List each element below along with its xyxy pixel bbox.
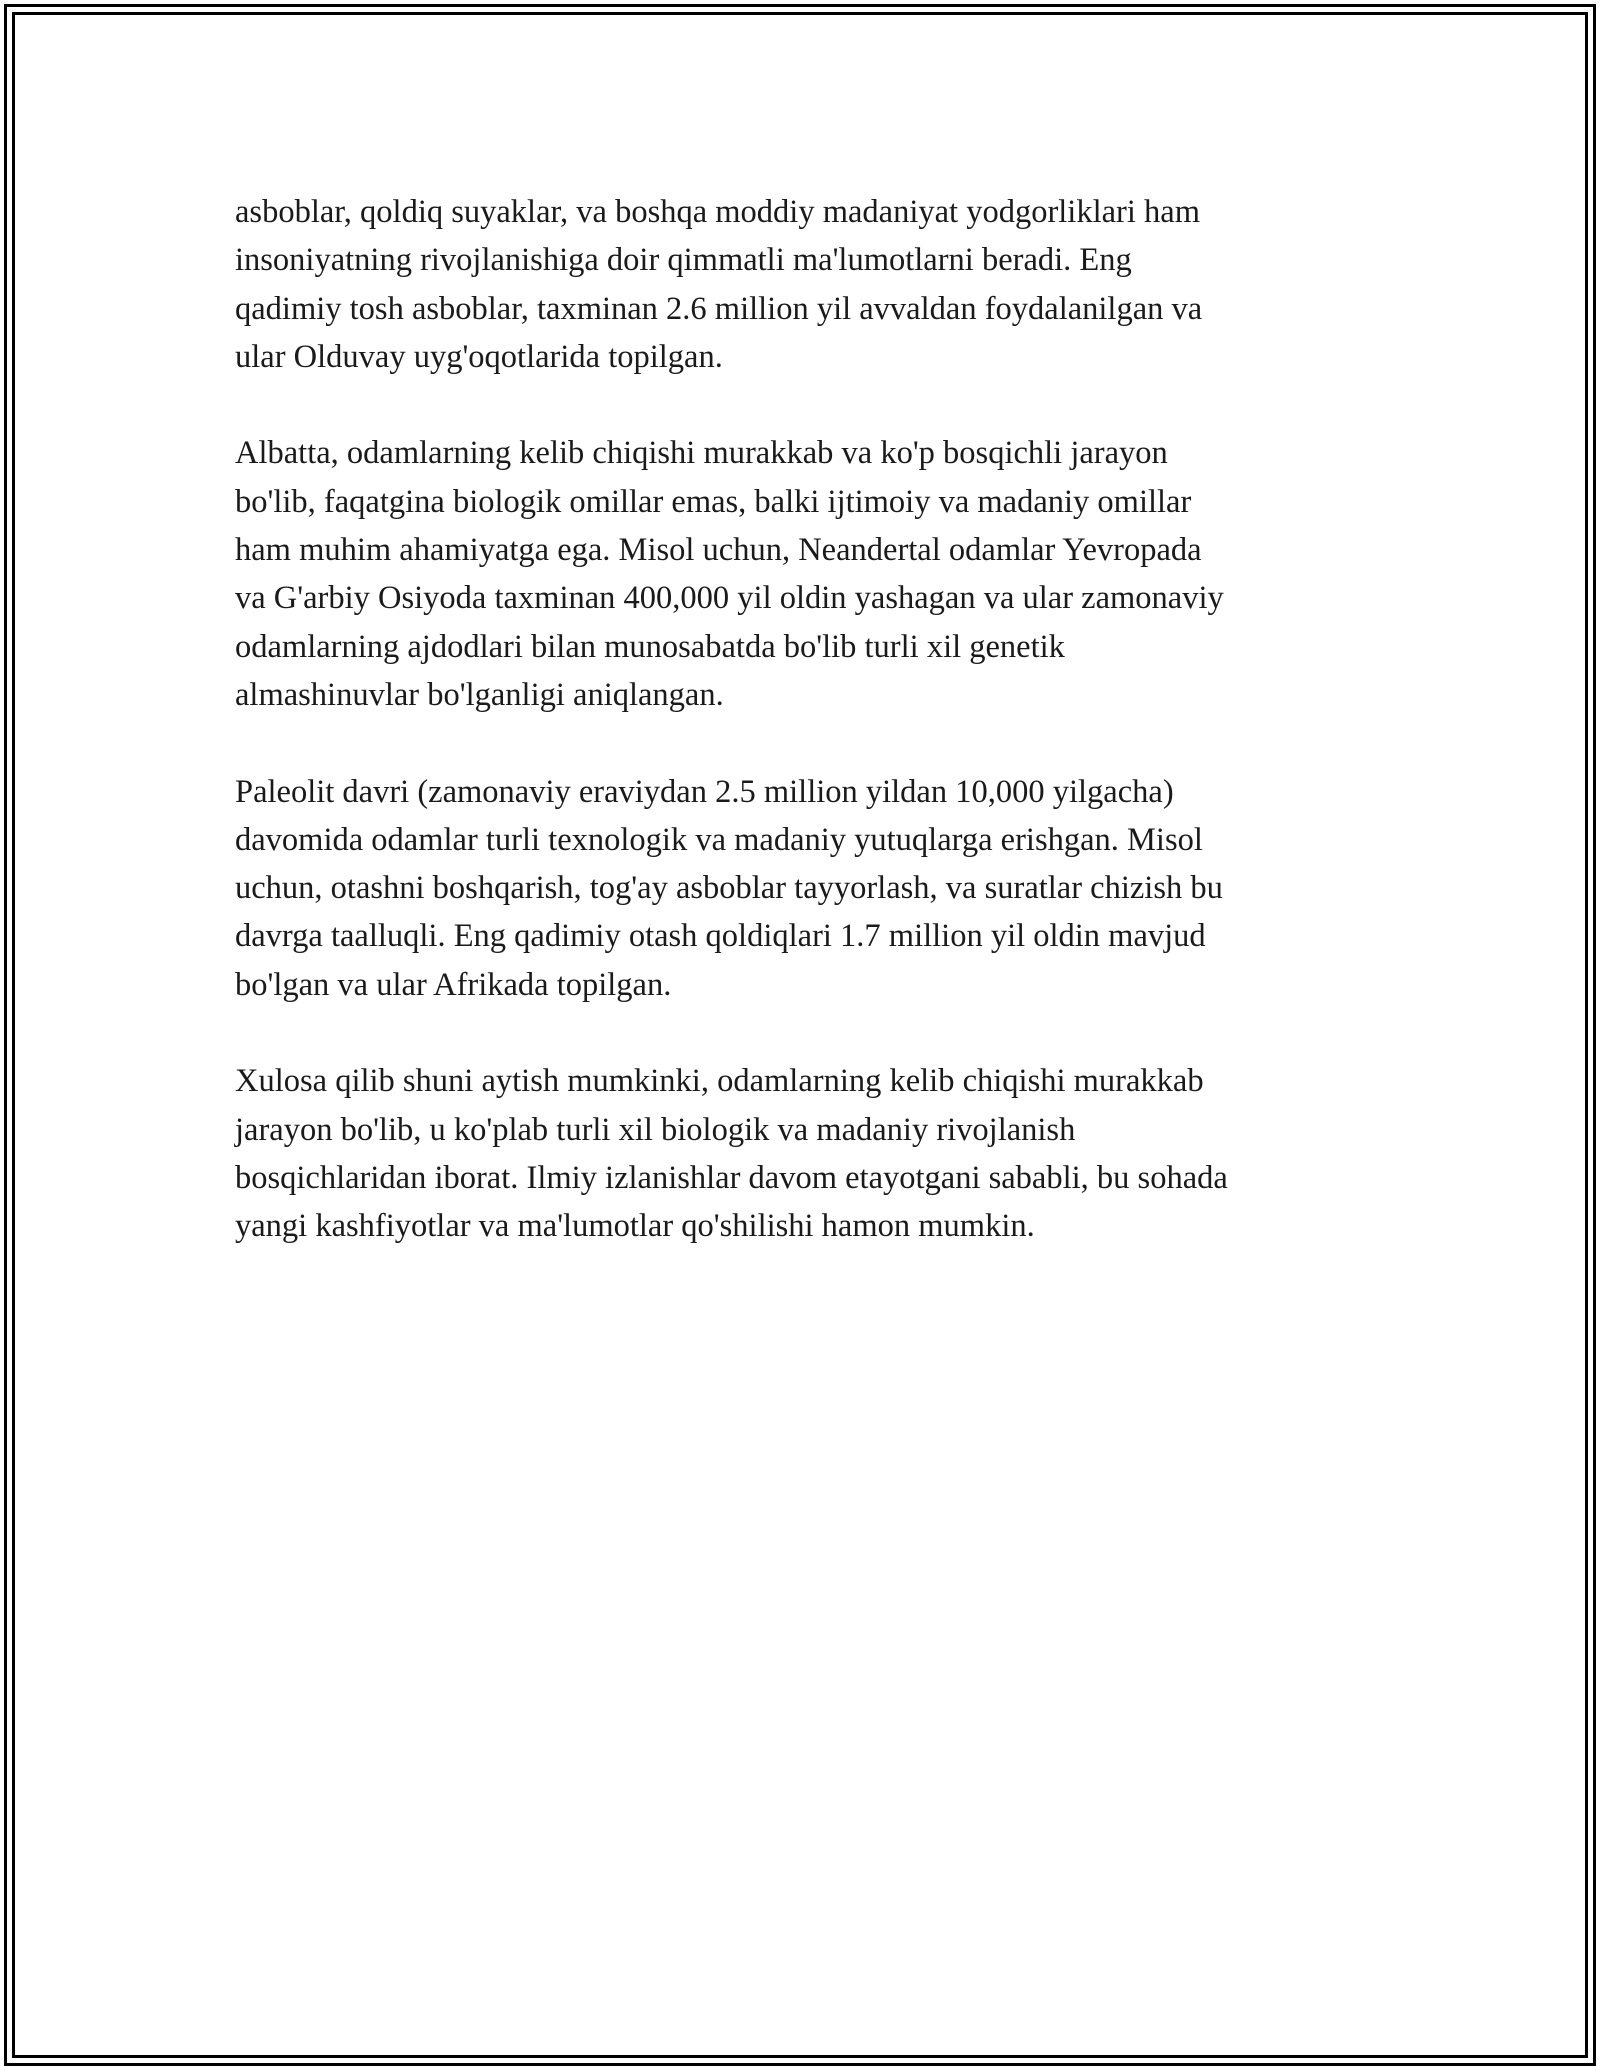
text-line: bosqichlaridan iborat. Ilmiy izlanishlar davom etayotgani sababli, bu sohada: [235, 1159, 1228, 1196]
text-line: ham muhim ahamiyatga ega. Misol uchun, Neandertal odamlar Yevropada: [235, 532, 1202, 569]
text-line: jarayon bo'lib, u ko'plab turli xil biologik va madaniy rivojlanish: [235, 1111, 1076, 1148]
text-line: asboblar, qoldiq suyaklar, va boshqa moddiy madaniyat yodgorliklari ham: [235, 194, 1200, 230]
text-line: almashinuvlar bo'lganligi aniqlangan.: [235, 676, 724, 713]
text-line: bo'lgan va ular Afrikada topilgan.: [235, 966, 672, 1003]
text-line: qadimiy tosh asboblar, taxminan 2.6 million yil avvaldan foydalanilgan va: [235, 290, 1203, 327]
text-line: insoniyatning rivojlanishiga doir qimmatli ma'lumotlarni beradi. Eng: [235, 242, 1132, 279]
paragraph-3: [235, 768, 1375, 1009]
text-line: Albatta, odamlarning kelib chiqishi murakkab va ko'p bosqichli jarayon: [235, 435, 1168, 472]
paragraph-4: [235, 1057, 1375, 1250]
text-line: uchun, otashni boshqarish, tog'ay asboblar tayyorlash, va suratlar chizish bu: [235, 870, 1223, 907]
text-line: odamlarning ajdodlari bilan munosabatda bo'lib turli xil genetik: [235, 628, 1065, 665]
text-line: bo'lib, faqatgina biologik omillar emas, balki ijtimoiy va madaniy omillar: [235, 483, 1192, 520]
text-line: Xulosa qilib shuni aytish mumkinki, odamlarning kelib chiqishi murakkab: [235, 1063, 1204, 1100]
text-line: davrga taalluqli. Eng qadimiy otash qoldiqlari 1.7 million yil oldin mavjud: [235, 918, 1206, 955]
text-line: va G'arbiy Osiyoda taxminan 400,000 yil oldin yashagan va ular zamonaviy: [235, 580, 1224, 617]
text-line: Paleolit davri (zamonaviy eraviydan 2.5 million yildan 10,000 yilgacha): [235, 773, 1174, 810]
text-line: davomida odamlar turli texnologik va madaniy yutuqlarga erishgan. Misol: [235, 821, 1203, 858]
text-line: ular Olduvay uyg'oqotlarida topilgan.: [235, 338, 723, 375]
paragraph-1: [235, 188, 1375, 381]
paragraph-2: [235, 429, 1375, 719]
document-body: [235, 188, 1375, 1299]
text-line: yangi kashfiyotlar va ma'lumotlar qo'shilishi hamon mumkin.: [235, 1208, 1035, 1245]
